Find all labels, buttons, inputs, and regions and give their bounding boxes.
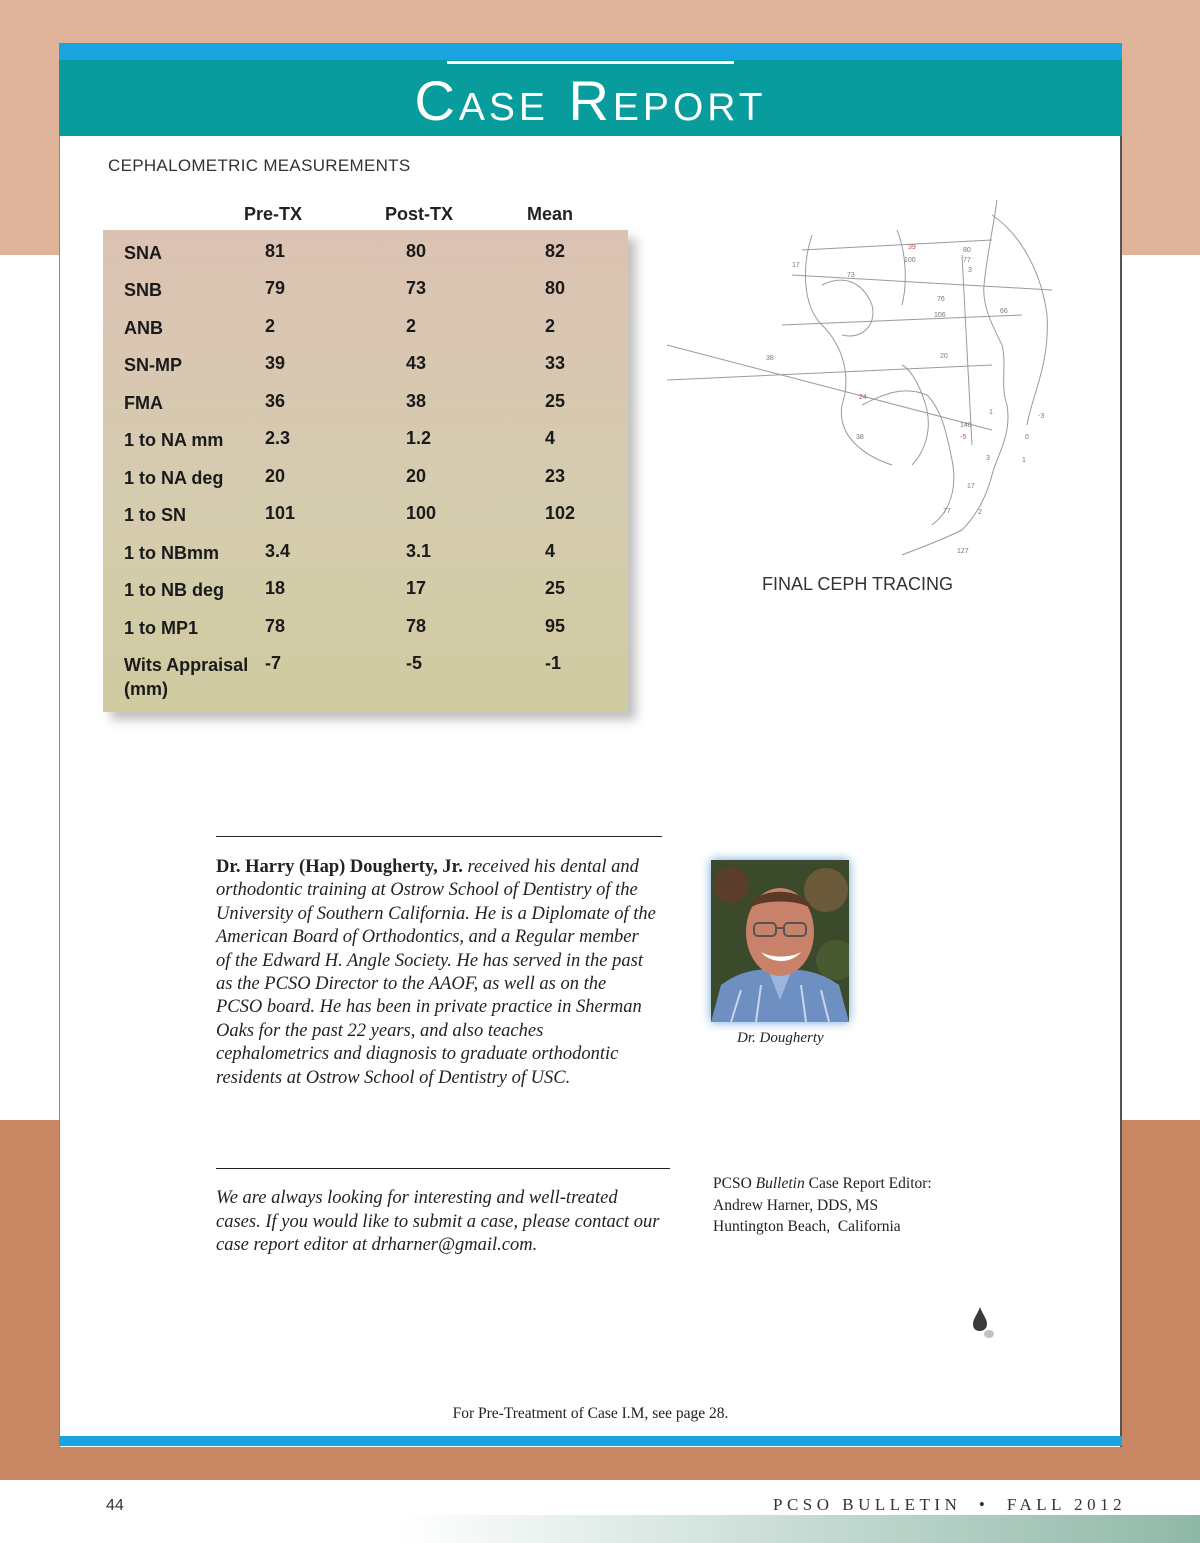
top-accent-bar — [59, 43, 1122, 60]
tracing-line — [902, 365, 928, 465]
cell-mean: 80 — [545, 278, 566, 298]
section-header — [59, 60, 1122, 136]
footnote: For Pre-Treatment of Case I.M, see page 28. — [452, 1405, 729, 1422]
cell-pre: 3.4 — [265, 541, 291, 561]
table-row — [103, 578, 628, 615]
running-title: PCSO BULLETIN • FALL 2012 — [773, 1495, 1127, 1514]
cell-pre: 2 — [265, 316, 276, 336]
tracing-value: 3 — [968, 267, 972, 274]
tracing-value: 38 — [766, 355, 774, 362]
cell-post: 1.2 — [406, 428, 432, 448]
tracing-value: 77 — [943, 508, 951, 515]
table-row — [103, 466, 628, 503]
cell-pre: 79 — [265, 278, 286, 298]
tracing-line — [902, 200, 1008, 555]
tracing-line — [792, 275, 1052, 290]
tracing-line — [897, 230, 905, 305]
cell-mean: 25 — [545, 578, 566, 598]
editor-name: Andrew Harner, DDS, MS — [713, 1196, 879, 1214]
column-header-mean: Mean — [527, 204, 574, 224]
tracing-value: 140 — [960, 422, 972, 429]
cell-mean: 4 — [545, 541, 556, 561]
cell-pre: 39 — [265, 353, 286, 373]
cell-post: 43 — [406, 353, 427, 373]
table-row — [103, 653, 628, 703]
cell-mean: 2 — [545, 316, 556, 336]
row-label: 1 to MP1 — [124, 618, 199, 638]
tracing-value: 80 — [963, 247, 971, 254]
table-row — [103, 241, 628, 278]
bottom-accent-bar — [59, 1436, 1122, 1446]
table-row — [103, 316, 628, 353]
table-label: CEPHALOMETRIC MEASUREMENTS — [108, 156, 411, 175]
cell-mean: -1 — [545, 653, 562, 673]
row-label: 1 to NA mm — [124, 430, 224, 450]
tracing-value: 38 — [856, 434, 864, 441]
row-label: 1 to NB deg — [124, 580, 225, 600]
table-row — [103, 353, 628, 390]
cell-post: 100 — [406, 503, 437, 523]
cell-post: 17 — [406, 578, 427, 598]
cell-mean: 23 — [545, 466, 566, 486]
tracing-value: 127 — [957, 548, 969, 555]
measurements-table — [103, 230, 628, 712]
author-bio — [216, 856, 656, 1090]
cell-pre: 101 — [265, 503, 296, 523]
cell-pre: 20 — [265, 466, 286, 486]
author-name: Dr. Harry (Hap) Dougherty, Jr. — [216, 857, 463, 877]
photo-caption: Dr. Dougherty — [737, 1030, 824, 1046]
cell-mean: 25 — [545, 391, 566, 411]
cell-mean: 95 — [545, 616, 566, 636]
page-number: 44 — [106, 1497, 124, 1514]
tracing-value: 17 — [792, 262, 800, 269]
cell-post: 78 — [406, 616, 427, 636]
tracing-value: 2 — [978, 509, 982, 516]
tracing-value: 66 — [1000, 308, 1008, 315]
drop-icon — [970, 1305, 996, 1343]
divider-rule — [216, 836, 662, 837]
tracing-value: 100 — [904, 257, 916, 264]
footer-gradient — [400, 1515, 1200, 1543]
cell-pre: -7 — [265, 653, 282, 673]
row-label: 1 to NA deg — [124, 468, 224, 488]
tracing-value: 20 — [940, 353, 948, 360]
column-header-pre: Pre-TX — [244, 204, 303, 224]
cell-pre: 2.3 — [265, 428, 291, 448]
table-row — [103, 391, 628, 428]
editor-prefix: PCSO — [713, 1175, 752, 1192]
editor-role: Case Report Editor: — [808, 1175, 932, 1192]
cell-pre: 78 — [265, 616, 286, 636]
row-label: SNB — [124, 280, 163, 300]
tracing-value: 106 — [934, 312, 946, 319]
tracing-value: 1 — [1022, 457, 1026, 464]
page-title: Case Report — [414, 69, 767, 132]
tracing-value: -5 — [960, 434, 967, 441]
cell-mean: 82 — [545, 241, 566, 261]
tracing-value: -3 — [1038, 413, 1045, 420]
cell-post: 80 — [406, 241, 427, 261]
tracing-caption: FINAL CEPH TRACING — [762, 574, 954, 594]
editor-location: Huntington Beach, California — [713, 1218, 901, 1235]
row-label: 1 to SN — [124, 505, 187, 525]
editor-credit — [713, 1173, 932, 1238]
cell-post: 2 — [406, 316, 417, 336]
cell-pre: 81 — [265, 241, 286, 261]
row-label: ANB — [124, 318, 163, 338]
author-bio-text: received his dental and orthodontic training at Ostrow School of Dentistry of the University of Southern California. He is a Diplomate of the American Board of Orthodontics, and a Regular member of the Edward H. Angle Society. He has served in the past as the PCSO Director to the AAOF, as well as on the PCSO board. He has been in private practice in Sherman Oaks for the past 22 years, and also teaches cephalometrics and diagnosis to graduate orthodontic residents at Ostrow School of Dentistry of USC. — [216, 857, 656, 1088]
cell-post: 73 — [406, 278, 427, 298]
editor-title-line — [713, 1173, 932, 1195]
table-row — [103, 616, 628, 653]
cell-pre: 36 — [265, 391, 286, 411]
cell-post: -5 — [406, 653, 423, 673]
tracing-value: 39 — [908, 244, 916, 251]
tracing-value: 17 — [967, 483, 975, 490]
tracing-line — [992, 215, 1047, 425]
tracing-value: 0 — [1025, 434, 1029, 441]
portrait-image — [711, 860, 849, 1022]
row-label: 1 to NBmm — [124, 543, 220, 563]
submission-note: We are always looking for interesting and well-treated cases. If you would like to submit a case, please contact our case report editor at drharner@gmail.com. — [216, 1188, 660, 1255]
tracing-value: 73 — [847, 272, 855, 279]
column-header-post: Post-TX — [385, 204, 454, 224]
tracing-line — [805, 235, 892, 465]
editor-publication: Bulletin — [755, 1175, 805, 1192]
header-rule — [447, 61, 734, 64]
cell-mean: 33 — [545, 353, 566, 373]
cell-post: 38 — [406, 391, 427, 411]
tracing-line — [962, 255, 972, 445]
row-label: SN-MP — [124, 355, 182, 375]
tracing-value: 1 — [989, 409, 993, 416]
tracing-value: 77 — [963, 257, 971, 264]
table-row — [103, 428, 628, 465]
tracing-line — [822, 280, 873, 336]
row-label: SNA — [124, 243, 163, 263]
tracing-value: 3 — [986, 455, 990, 462]
row-label: FMA — [124, 393, 163, 413]
cell-mean: 4 — [545, 428, 556, 448]
table-row — [103, 278, 628, 315]
divider-rule — [216, 1168, 670, 1169]
cell-post: 20 — [406, 466, 427, 486]
tracing-line — [667, 365, 992, 380]
author-photo — [711, 860, 849, 1022]
tracing-value: 76 — [937, 296, 945, 303]
cell-post: 3.1 — [406, 541, 432, 561]
tracing-value: 24 — [859, 394, 867, 401]
cell-pre: 18 — [265, 578, 286, 598]
row-label: Wits Appraisal (mm) — [124, 655, 249, 699]
ceph-tracing-diagram — [662, 195, 1062, 560]
cell-mean: 102 — [545, 503, 576, 523]
table-row — [103, 503, 628, 540]
table-row — [103, 541, 628, 578]
